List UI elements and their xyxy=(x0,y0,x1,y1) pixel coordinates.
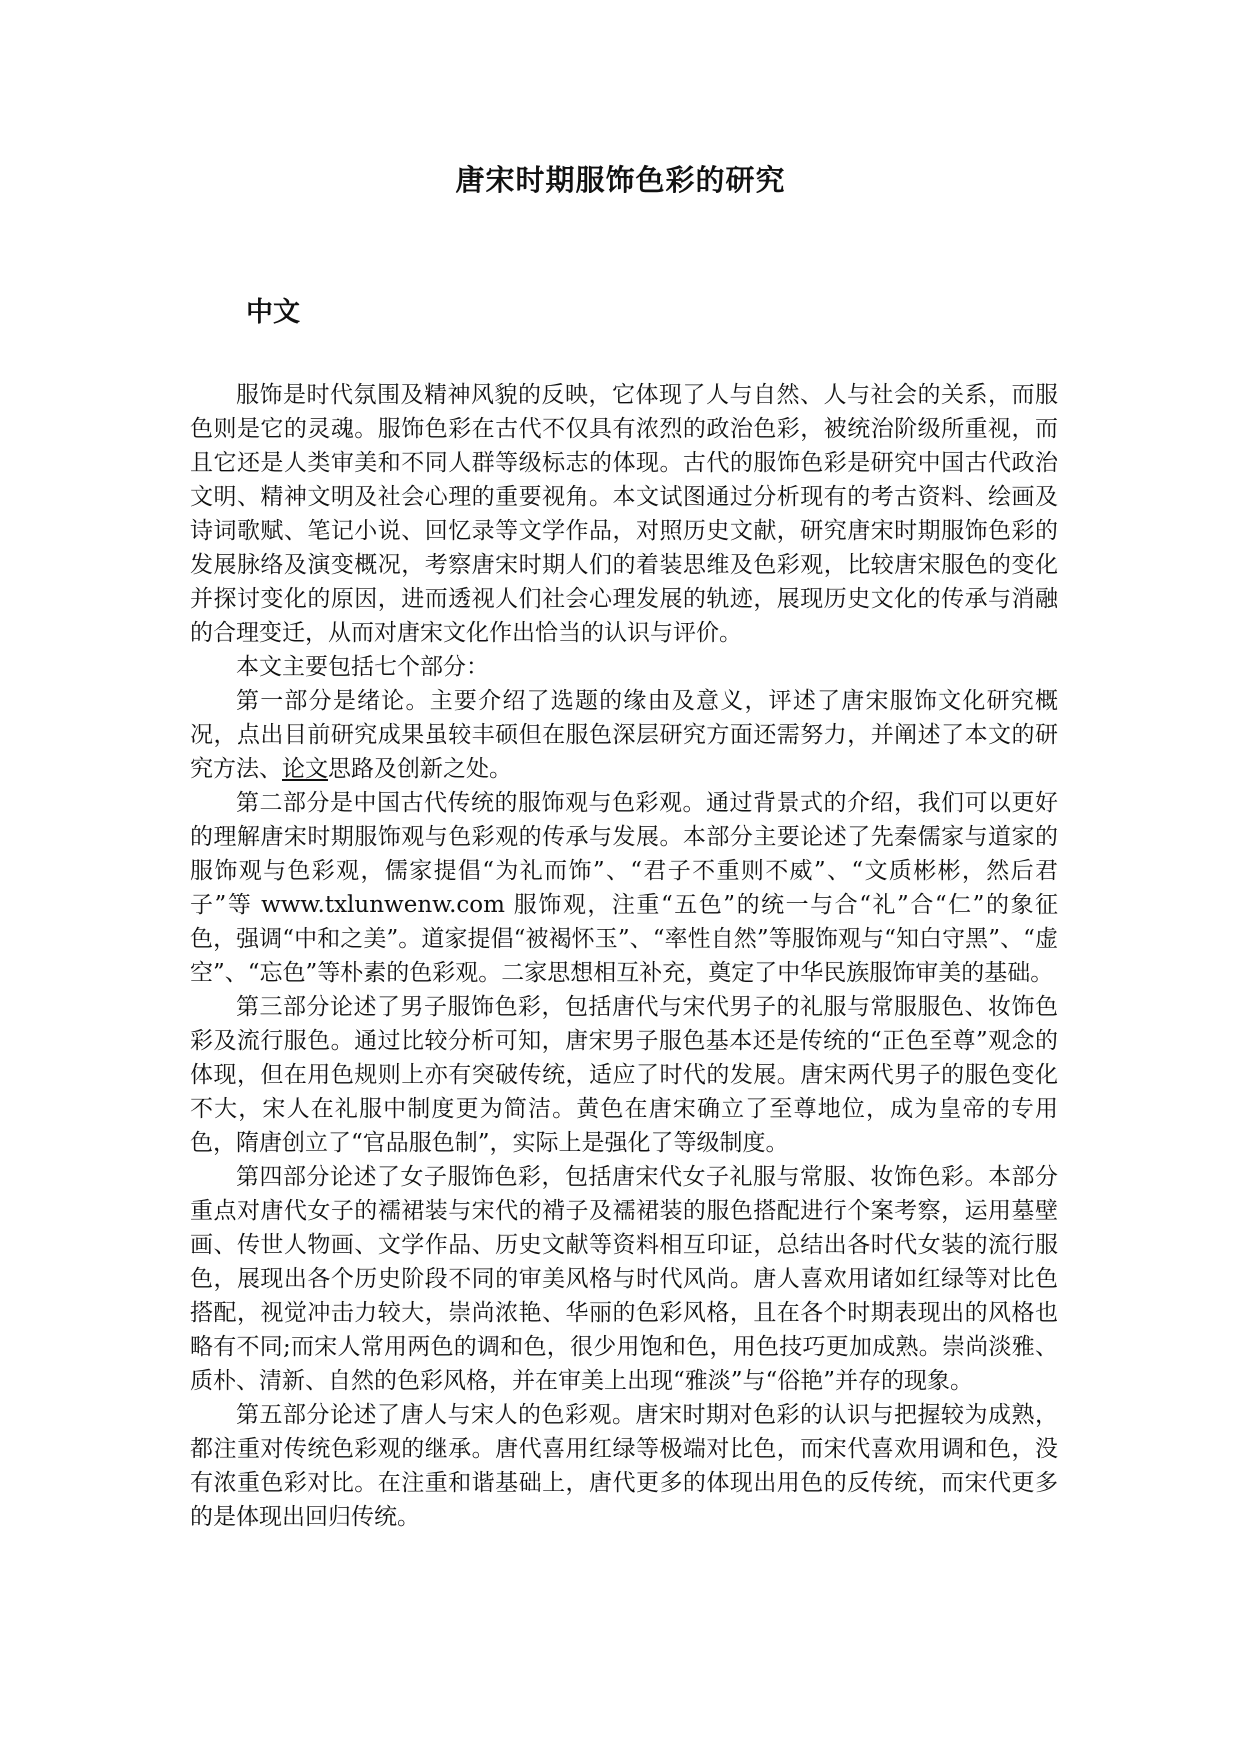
document-title: 唐宋时期服饰色彩的研究 xyxy=(455,163,786,197)
paragraph-outline-intro: 本文主要包括七个部分： xyxy=(236,654,489,680)
paragraph-part-three: 第三部分论述了男子服饰色彩，包括唐代与宋代男子的礼服与常服服色、妆饰色彩及流行服色。通过比较分析可知，唐宋男子服色基本还是传统的“正色至尊”观念的体现，但在用色规则上亦有突破传统，适应了时代的发展。唐宋两代男子的服色变化不大，宋人在礼服中制度更为简洁。黄色在唐宋确立了至尊地位，成为皇帝的专用色，隋唐创立了“官品服色制”，实际上是强化了等级制度。 xyxy=(190,994,1058,1156)
paragraph-part-one-text: 第一部分是绪论。主要介绍了选题的缘由及意义，评述了唐宋服饰文化研究概况，点出目前研究成果虽较丰硕但在服色深层研究方面还需努力，并阐述了本文的研究方法、 xyxy=(190,688,1058,782)
paragraph-part-five: 第五部分论述了唐人与宋人的色彩观。唐宋时期对色彩的认识与把握较为成熟，都注重对传统色彩观的继承。唐代喜用红绿等极端对比色，而宋代喜欢用调和色，没有浓重色彩对比。在注重和谐基础上，唐代更多的体现出用色的反传统，而宋代更多的是体现出回归传统。 xyxy=(190,1402,1058,1530)
paragraph-part-four: 第四部分论述了女子服饰色彩，包括唐宋代女子礼服与常服、妆饰色彩。本部分重点对唐代女子的襦裙装与宋代的褙子及襦裙装的服色搭配进行个案考察，运用墓壁画、传世人物画、文学作品、历史文献等资料相互印证，总结出各时代女装的流行服色，展现出各个历史阶段不同的审美风格与时代风尚。唐人喜欢用诸如红绿等对比色搭配，视觉冲击力较大，崇尚浓艳、华丽的色彩风格，且在各个时期表现出的风格也略有不同;而宋人常用两色的调和色，很少用饱和色，用色技巧更加成熟。崇尚淡雅、质朴、清新、自然的色彩风格，并在审美上出现“雅淡”与“俗艳”并存的现象。 xyxy=(190,1164,1058,1394)
section-heading: 中文 xyxy=(246,297,300,328)
thesis-link[interactable]: 论文 xyxy=(282,756,328,782)
paragraph-abstract: 服饰是时代氛围及精神风貌的反映，它体现了人与自然、人与社会的关系，而服色则是它的灵魂。服饰色彩在古代不仅具有浓烈的政治色彩，被统治阶级所重视，而且它还是人类审美和不同人群等级标志的体现。古代的服饰色彩是研究中国古代政治文明、精神文明及社会心理的重要视角。本文试图通过分析现有的考古资料、绘画及诗词歌赋、笔记小说、回忆录等文学作品，对照历史文献，研究唐宋时期服饰色彩的发展脉络及演变概况，考察唐宋时期人们的着装思维及色彩观，比较唐宋服色的变化并探讨变化的原因，进而透视人们社会心理发展的轨迹，展现历史文化的传承与消融的合理变迁，从而对唐宋文化作出恰当的认识与评价。 xyxy=(190,382,1058,646)
paragraph-part-two: 第二部分是中国古代传统的服饰观与色彩观。通过背景式的介绍，我们可以更好的理解唐宋时期服饰观与色彩观的传承与发展。本部分主要论述了先秦儒家与道家的服饰观与色彩观，儒家提倡“为礼而饰”、“君子不重则不威”、“文质彬彬，然后君子”等 www.txlunwenw.com 服饰观，注重“五色”的统一与合“礼”合“仁”的象征色，强调“中和之美”。道家提倡“被褐怀玉”、“率性自然”等服饰观与“知白守黑”、“虚空”、“忘色”等朴素的色彩观。二家思想相互补充，奠定了中华民族服饰审美的基础。 xyxy=(190,790,1058,986)
document-body xyxy=(190,378,1058,1534)
paragraph-part-one-tail: 思路及创新之处。 xyxy=(328,756,512,782)
paragraph-part-one xyxy=(190,684,1058,786)
